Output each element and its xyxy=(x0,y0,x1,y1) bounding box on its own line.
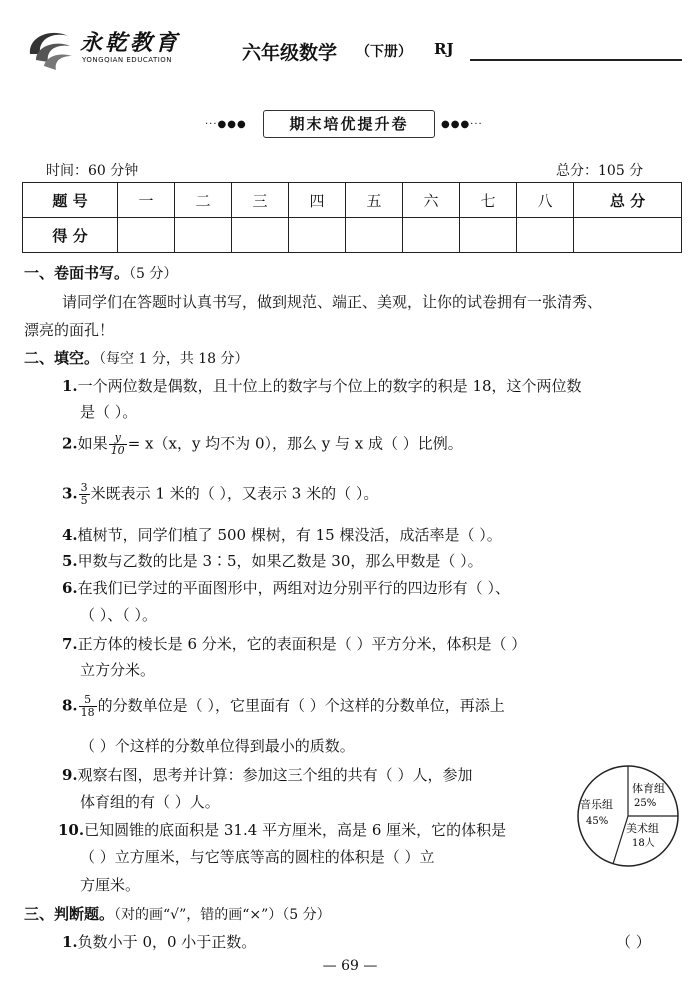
section-note: （5 分） xyxy=(129,266,178,282)
section-1-text: 漂亮的面孔！ xyxy=(24,321,115,339)
left-dots-ornament: ···●●● xyxy=(205,119,247,130)
question-10-cont: 方厘米。 xyxy=(80,876,141,894)
question-5: 5.甲数与乙数的比是 3∶5，如果乙数是 30，那么甲数是（ ）。 xyxy=(62,552,483,570)
question-8-cont: （ ）个这样的分数单位得到最小的质数。 xyxy=(80,737,355,755)
header-rule xyxy=(470,59,682,61)
pie-label-art: 美术组 xyxy=(626,822,659,835)
score-input-cell[interactable] xyxy=(460,218,517,253)
table-cell: 五 xyxy=(346,183,403,218)
edition-label: RJ xyxy=(434,40,454,58)
section-note: （对的画“√”，错的画“×”）（5 分） xyxy=(114,907,331,923)
section-title: 二、填空。 xyxy=(24,349,100,367)
table-cell: 三 xyxy=(232,183,289,218)
score-input-cell[interactable] xyxy=(232,218,289,253)
time-limit: 时间：60 分钟 xyxy=(46,163,139,179)
section-3-heading xyxy=(24,903,331,924)
question-4: 4.植树节，同学们植了 500 棵树，有 15 棵没活，成活率是（ ）。 xyxy=(62,526,502,544)
brand-english: YONGQIAN EDUCATION xyxy=(82,56,173,64)
fraction: $\frac{3}{5}$ xyxy=(80,481,88,507)
table-cell: 六 xyxy=(403,183,460,218)
section-1-text: 请同学们在答题时认真书写，做到规范、端正、美观，让你的试卷拥有一张清秀、 xyxy=(62,293,603,311)
pie-label-music: 音乐组 xyxy=(580,798,613,811)
table-cell: 八 xyxy=(517,183,574,218)
question-8: 8. $\frac{5}{18}$ 的分数单位是（ ），它里面有（ ）个这样的分数单位，再添上 xyxy=(62,693,505,719)
table-row xyxy=(23,183,682,218)
right-dots-ornament: ●●●··· xyxy=(441,119,483,130)
pie-label-sports: 体育组 xyxy=(632,782,665,795)
judge-question-1: 1.负数小于 0，0 小于正数。 xyxy=(62,933,257,951)
question-7-cont: 立方分米。 xyxy=(80,661,156,679)
group-pie-chart xyxy=(572,760,684,872)
question-10: 10.已知圆锥的底面积是 31.4 平方厘米，高是 6 厘米，它的体积是 xyxy=(58,821,507,839)
question-9: 9.观察右图，思考并计算：参加这三个组的共有（ ）人，参加 xyxy=(62,766,473,784)
brand-name: 永乾教育 xyxy=(80,30,181,56)
exam-title: 期末培优提升卷 xyxy=(263,110,435,138)
section-note: （每空 1 分，共 18 分） xyxy=(99,351,249,367)
question-1: 1.一个两位数是偶数，且十位上的数字与个位上的数字的积是 18，这个两位数 xyxy=(62,377,582,395)
score-input-cell[interactable] xyxy=(175,218,232,253)
score-input-cell[interactable] xyxy=(517,218,574,253)
table-cell: 四 xyxy=(289,183,346,218)
question-6-cont: （ ）、（ ）。 xyxy=(80,606,158,624)
swirl-logo-icon xyxy=(22,24,78,74)
publisher-logo xyxy=(22,24,222,74)
section-title: 一、卷面书写。 xyxy=(24,264,130,282)
table-cell: 题 号 xyxy=(23,183,118,218)
table-cell: 总 分 xyxy=(574,183,682,218)
page-number: — 69 — xyxy=(322,958,378,974)
score-input-cell[interactable] xyxy=(403,218,460,253)
score-input-cell[interactable] xyxy=(346,218,403,253)
score-input-cell[interactable] xyxy=(118,218,175,253)
score-input-cell[interactable] xyxy=(574,218,682,253)
fraction: $\frac{5}{18}$ xyxy=(80,693,95,719)
pie-pct-music: 45% xyxy=(586,816,609,827)
section-title: 三、判断题。 xyxy=(24,905,115,923)
question-2: 2.如果 $\frac{y}{10}$ = x（x，y 均不为 0），那么 y 与 x 成（ ）比例。 xyxy=(62,431,463,457)
score-table xyxy=(22,182,682,253)
question-7: 7.正方体的棱长是 6 分米，它的表面积是（ ）平方分米，体积是（ ） xyxy=(62,635,527,653)
judge-answer-blank[interactable]: （ ） xyxy=(616,933,651,951)
table-cell: 二 xyxy=(175,183,232,218)
pie-pct-sports: 25% xyxy=(634,798,657,809)
table-cell: 七 xyxy=(460,183,517,218)
score-input-cell[interactable] xyxy=(289,218,346,253)
section-1-heading xyxy=(24,262,177,283)
question-6: 6.在我们已学过的平面图形中，两组对边分别平行的四边形有（ ）、 xyxy=(62,579,510,597)
table-row xyxy=(23,218,682,253)
pie-count-art: 18人 xyxy=(632,838,655,849)
total-score: 总分：105 分 xyxy=(556,163,644,179)
table-cell: 一 xyxy=(118,183,175,218)
question-10-cont: （ ）立方厘米，与它等底等高的圆柱的体积是（ ）立 xyxy=(80,848,435,866)
exam-title-banner xyxy=(205,106,495,142)
fraction: $\frac{y}{10}$ xyxy=(110,431,125,457)
question-3: 3. $\frac{3}{5}$ 米既表示 1 米的（ ），又表示 3 米的（ ）。 xyxy=(62,481,379,507)
table-cell: 得 分 xyxy=(23,218,118,253)
book-title: 六年级数学 xyxy=(242,42,338,64)
section-2-heading xyxy=(24,347,249,368)
volume-label: （下册） xyxy=(356,44,412,60)
question-1-cont: 是（ ）。 xyxy=(80,403,138,421)
question-9-cont: 体育组的有（ ）人。 xyxy=(80,793,220,811)
